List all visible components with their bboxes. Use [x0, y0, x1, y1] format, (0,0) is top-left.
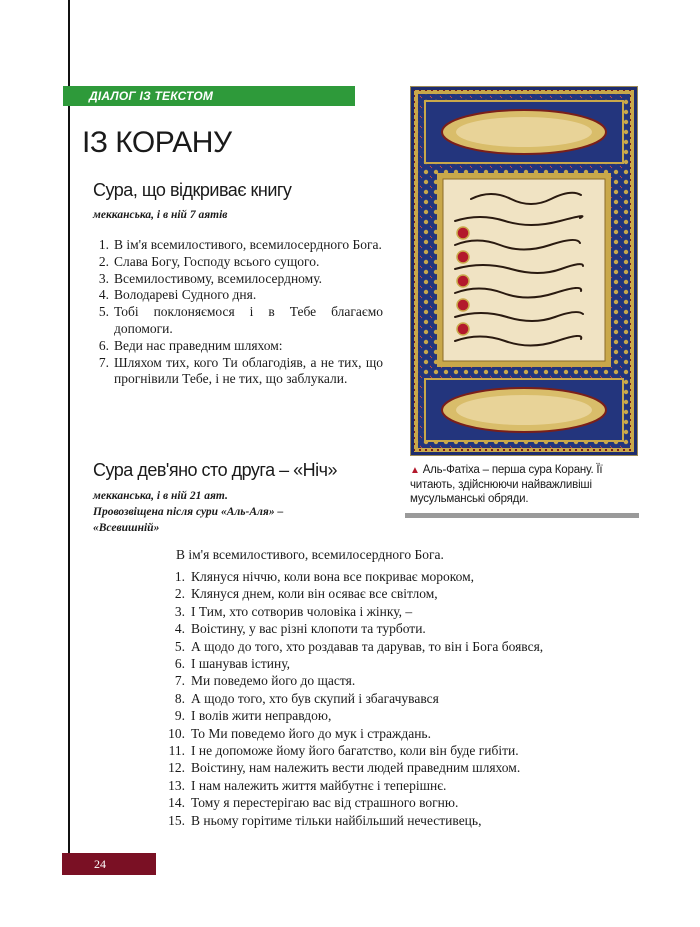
list-item: 14. Тому я перестерігаю вас від страшного вогню. — [168, 795, 459, 811]
list-item: 10. То Ми поведемо його до мук і страждань. — [168, 725, 431, 741]
list-item: 6. І шанував істину, — [174, 656, 291, 672]
triangle-up-icon: ▲ — [410, 465, 420, 476]
sura1-verse-list — [93, 237, 383, 388]
list-item: 1. Клянуся ніччю, коли вона все покриває мороком, — [174, 569, 475, 584]
list-item: 13. І нам належить життя майбутнє і теперішнє. — [168, 777, 447, 793]
list-item: 3. І Тим, хто сотворив чоловіка і жінку, – — [174, 603, 413, 619]
figure-caption-text: Аль-Фатіха – перша сура Корану. Її читають, здійснюючи найважливіші мусульманські обряди. — [410, 464, 603, 505]
list-item: 1. В ім'я всемилостивого, всемилосердного Бога. — [98, 237, 382, 252]
figure-caption — [410, 463, 638, 506]
list-item: 5. А щодо до того, хто роздавав та дарував, то він і Бога боявся, — [174, 638, 544, 654]
list-item: 12. Воістину, нам належить вести людей праведним шляхом. — [168, 760, 521, 776]
section-banner: ДІАЛОГ ІЗ ТЕКСТОМ — [63, 86, 355, 106]
list-item: 8. А щодо того, хто був скупий і збагачувався — [174, 690, 439, 706]
sura2-note-line3: «Всевишній» — [93, 522, 160, 534]
list-item: 7. Ми поведемо його до щастя. — [174, 673, 356, 689]
list-item: 2. Клянуся днем, коли він осяває все світлом, — [174, 586, 438, 602]
page-margin-rule — [68, 0, 70, 860]
list-item: 4. Воістину, у вас різні клопоти та турботи. — [174, 621, 426, 637]
sura1-heading: Сура, що відкриває книгу — [93, 180, 292, 200]
page-title: ІЗ КОРАНУ — [82, 126, 232, 159]
bismillah-line: В ім'я всемилостивого, всемилосердного Бога. — [176, 547, 444, 562]
list-item: 6. Веди нас праведним шляхом: — [98, 337, 283, 353]
list-item: 2. Слава Богу, Господу всього сущого. — [98, 253, 320, 269]
list-item: 7. Шляхом тих, кого Ти облагодіяв, а не тих, що прогнівили Тебе, і не тих, що заблукали. — [98, 354, 383, 387]
list-item: 11. І не допоможе йому його багатство, коли він буде гибіти. — [168, 743, 519, 759]
sura2-heading: Сура дев'яно сто друга – «Ніч» — [93, 460, 337, 480]
list-item: 5. Тобі поклоняємося і в Тебе благаємо допомоги. — [98, 304, 383, 336]
sura2-note-line2: Провозвіщена після сури «Аль-Аля» – — [93, 506, 284, 518]
sura1-note: мекканська, і в ній 7 аятів — [93, 209, 228, 221]
list-item: 15. В ньому горітиме тільки найбільший нечестивець, — [168, 812, 482, 828]
list-item: 9. І волів жити неправдою, — [174, 708, 332, 724]
sura2-note-line1: мекканська, і в ній 21 аят. — [93, 490, 228, 502]
sura2-verse-list — [163, 568, 643, 829]
caption-divider — [405, 513, 639, 518]
list-item: 3. Всемилостивому, всемилосердному. — [98, 270, 322, 286]
quran-manuscript-image — [410, 86, 638, 456]
page-number: 24 — [62, 853, 156, 875]
list-item: 4. Володареві Судного дня. — [98, 287, 257, 303]
